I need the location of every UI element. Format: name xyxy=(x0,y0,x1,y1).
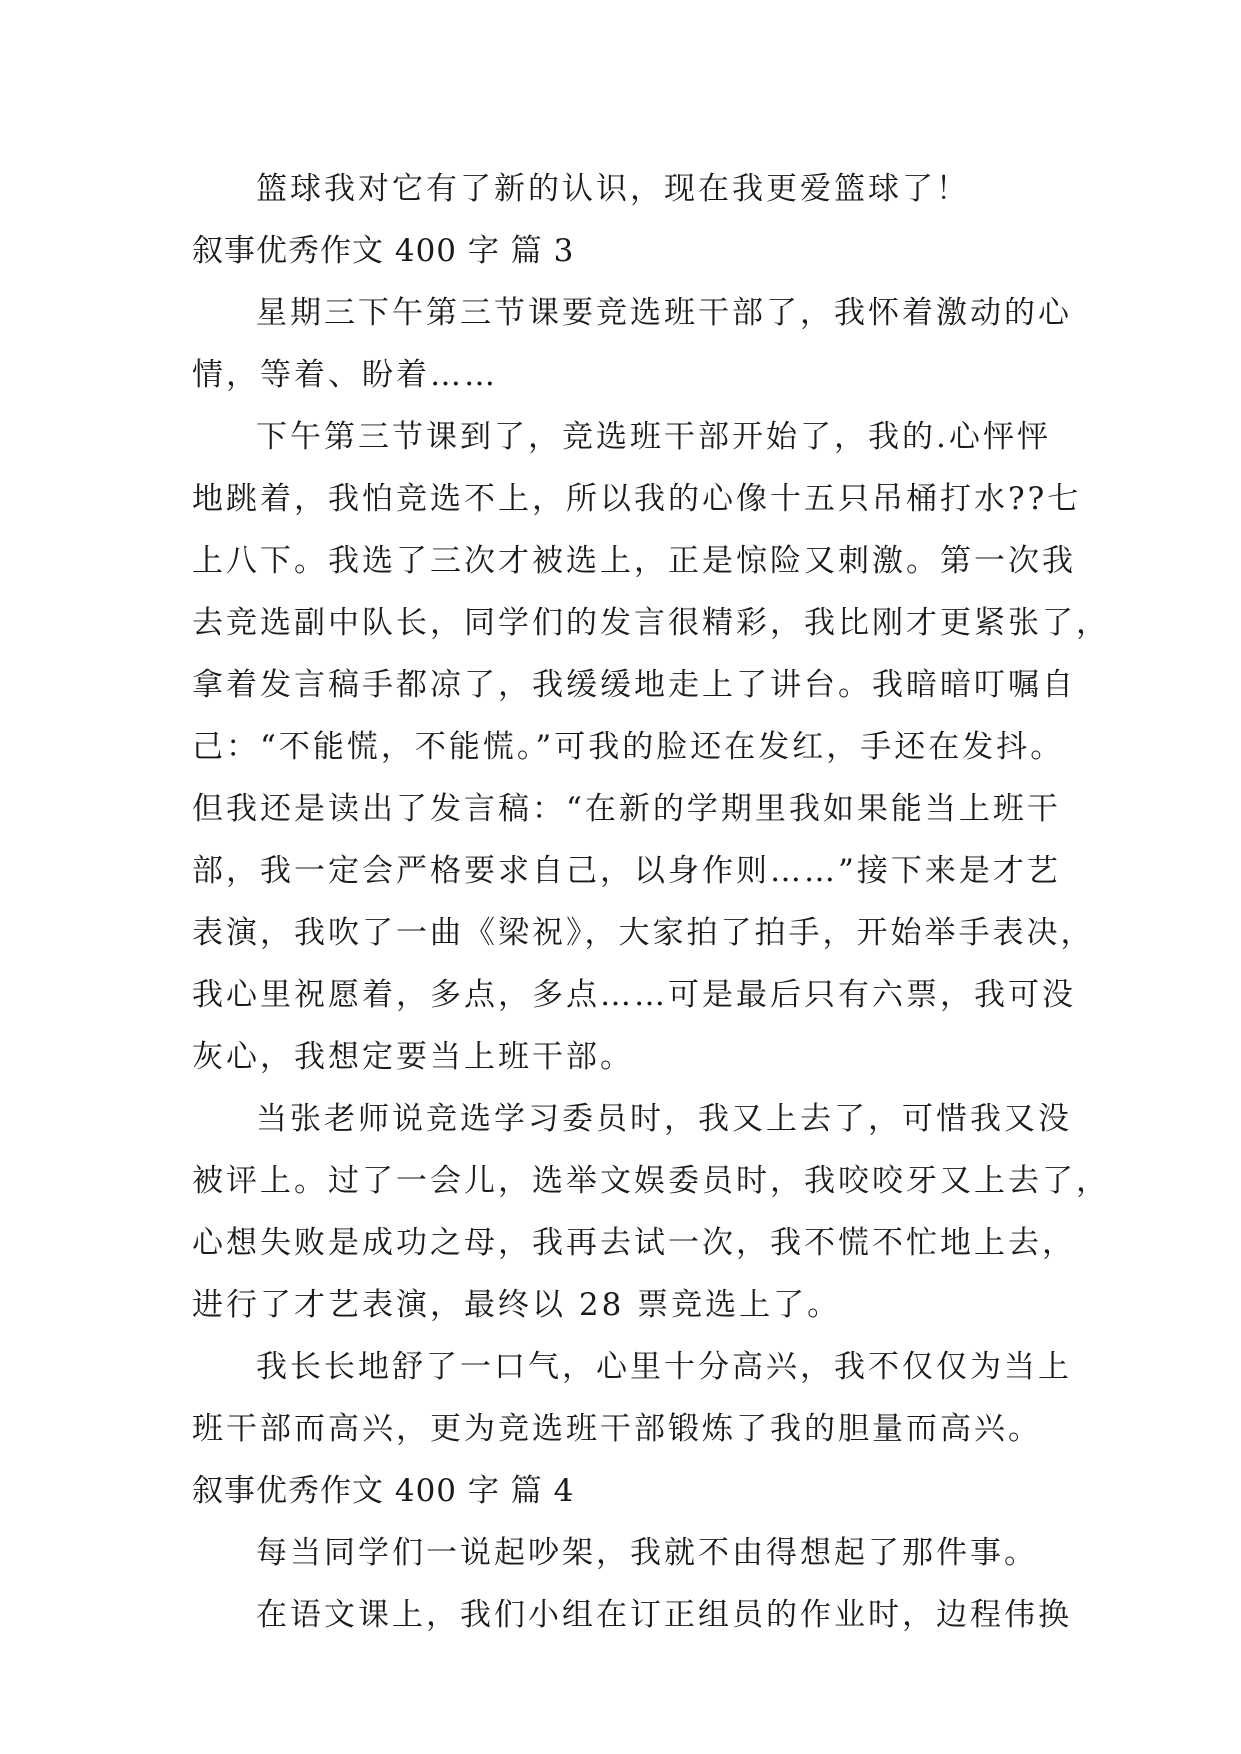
paragraph-line: 上八下。我选了三次才被选上，正是惊险又刺激。第一次我 xyxy=(192,543,1076,579)
paragraph-line: 心想失败是成功之母，我再去试一次，我不慌不忙地上去， xyxy=(192,1225,1076,1261)
paragraph-line: 进行了才艺表演，最终以 28 票竞选上了。 xyxy=(192,1287,842,1323)
paragraph-line: 我长长地舒了一口气，心里十分高兴，我不仅仅为当上 xyxy=(256,1349,1072,1385)
document-body xyxy=(192,158,1110,1646)
paragraph-line: 每当同学们一说起吵架，我就不由得想起了那件事。 xyxy=(256,1535,1038,1571)
paragraph-line: 下午第三节课到了，竞选班干部开始了，我的.心怦怦 xyxy=(256,419,1051,455)
paragraph-line: 我心里祝愿着，多点，多点……可是最后只有六票，我可没 xyxy=(192,977,1076,1013)
paragraph-line: 己：“不能慌，不能慌。”可我的脸还在发红，手还在发抖。 xyxy=(192,729,1065,765)
paragraph-line: 在语文课上，我们小组在订正组员的作业时，边程伟换 xyxy=(256,1597,1072,1633)
paragraph-line: 拿着发言稿手都凉了，我缓缓地走上了讲台。我暗暗叮嘱自 xyxy=(192,667,1076,703)
paragraph-line: 表演，我吹了一曲《梁祝》，大家拍了拍手，开始举手表决， xyxy=(192,915,1095,951)
section-heading: 叙事优秀作文 400 字 篇 3 xyxy=(192,233,575,269)
paragraph-line: 地跳着，我怕竞选不上，所以我的心像十五只吊桶打水??七 xyxy=(192,481,1082,517)
section-heading: 叙事优秀作文 400 字 篇 4 xyxy=(192,1473,575,1509)
paragraph-line: 情，等着、盼着…… xyxy=(192,357,498,393)
paragraph-line: 但我还是读出了发言稿：“在新的学期里我如果能当上班干 xyxy=(192,791,1061,827)
paragraph-line: 班干部而高兴，更为竞选班干部锻炼了我的胆量而高兴。 xyxy=(192,1411,1042,1447)
paragraph-line: 去竞选副中队长，同学们的发言很精彩，我比刚才更紧张了， xyxy=(192,605,1110,641)
paragraph-line: 灰心，我想定要当上班干部。 xyxy=(192,1039,634,1075)
paragraph-line: 当张老师说竞选学习委员时，我又上去了，可惜我又没 xyxy=(256,1101,1072,1137)
paragraph-line: 星期三下午第三节课要竞选班干部了，我怀着激动的心 xyxy=(256,295,1072,331)
paragraph-line: 篮球我对它有了新的认识，现在我更爱篮球了！ xyxy=(256,171,970,207)
paragraph-line: 部，我一定会严格要求自己，以身作则……”接下来是才艺 xyxy=(192,853,1061,889)
paragraph-line: 被评上。过了一会儿，选举文娱委员时，我咬咬牙又上去了， xyxy=(192,1163,1110,1199)
